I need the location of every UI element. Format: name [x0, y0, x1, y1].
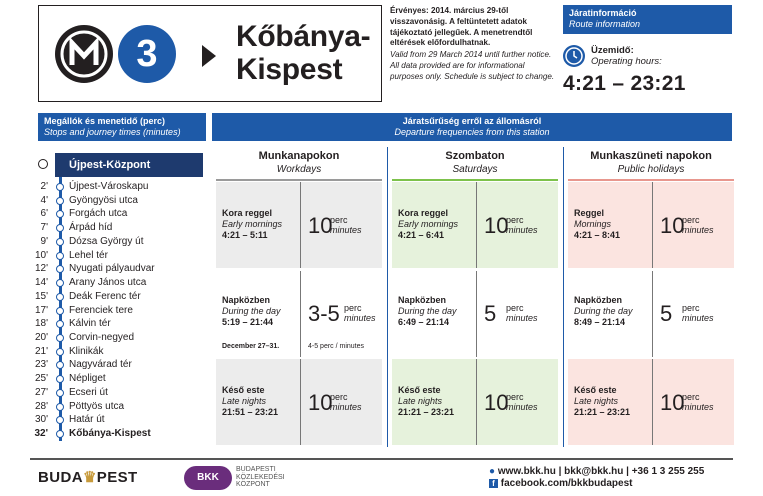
stop-row [30, 262, 200, 276]
stop-row [30, 386, 200, 400]
frequency-unit [506, 304, 538, 323]
facebook-icon: f [489, 479, 498, 488]
destination-line2: Kispest [236, 53, 343, 86]
column-title-hu: Szombaton [445, 150, 505, 162]
frequency-value: 10 [308, 390, 333, 415]
frequency-cell [216, 271, 382, 357]
stop-row [30, 207, 200, 221]
validity-hu: Érvényes: 2014. március 29-től visszavonásig. A feltüntetett adatok tájékoztató jellegűek. A menetrendtől eltérések előfordulhatnak. [390, 6, 533, 48]
stop-name: Újpest-Városkapu [69, 181, 149, 192]
frequency-value: 3-5 [308, 301, 340, 326]
route-info-title-hu: Járatinformáció [569, 8, 637, 18]
frequency-value: 10 [660, 390, 685, 415]
budapest-logo-part1: BUDA [38, 469, 83, 486]
stop-row [30, 400, 200, 414]
stop-row [30, 427, 200, 441]
stop-minutes: 9' [40, 235, 48, 247]
stops-title-hu: Megállók és menetidő (perc) [44, 116, 166, 126]
unit-en: minutes [506, 401, 538, 412]
period-hu: Kora reggel [222, 208, 273, 218]
period-time: 21:21 – 23:21 [574, 407, 631, 417]
period-en: Mornings [574, 219, 612, 229]
frequency-unit [682, 216, 714, 235]
stop-dot [56, 224, 64, 232]
frequency-unit [506, 393, 538, 412]
budapest-logo [38, 468, 138, 486]
stop-dot [56, 389, 64, 397]
unit-hu: perc [506, 303, 524, 313]
stop-name: Határ út [69, 414, 105, 426]
metro-m-logo-icon [55, 25, 113, 83]
period-hu: Napközben [574, 295, 623, 305]
destination [236, 20, 370, 86]
stop-name: Kálvin tér [69, 318, 111, 330]
period-label [398, 385, 454, 418]
stop-name: Lehel tér [69, 249, 108, 261]
cell-divider [476, 359, 477, 445]
stop-name: Ferenciek tere [69, 304, 133, 316]
stop-minutes: 10' [34, 249, 48, 261]
period-label [398, 295, 457, 328]
period-time: 6:49 – 21:14 [398, 317, 450, 327]
stop-dot [56, 293, 64, 301]
stop-name: Nyugati pályaudvar [69, 263, 155, 275]
period-hu: Napközben [222, 295, 271, 305]
bkk-name-line1: BUDAPESTI [236, 466, 276, 473]
frequency-value: 5 [484, 301, 497, 326]
period-label [574, 295, 633, 328]
stop-dot [56, 238, 64, 246]
frequency-cell [392, 182, 558, 268]
frequency-grid [212, 147, 732, 447]
direction-arrow-icon [202, 45, 216, 67]
stop-name: Kőbánya-Kispest [69, 428, 151, 440]
stop-minutes: 12' [34, 263, 48, 275]
frequency-value: 10 [484, 390, 509, 415]
stop-dot [56, 307, 64, 315]
op-hours-label-en: Operating hours: [591, 56, 662, 67]
cell-divider [476, 271, 477, 357]
column-rule [392, 179, 558, 181]
op-hours-label-hu: Üzemidő: [591, 45, 634, 56]
stop-dot [56, 430, 64, 438]
op-hours-label [591, 45, 662, 67]
stop-name: Forgách utca [69, 208, 128, 220]
stop-name: Arany János utca [69, 277, 147, 289]
stop-row [30, 180, 200, 194]
period-time: 4:21 – 8:41 [574, 230, 621, 240]
period-time: 4:21 – 6:41 [398, 230, 445, 240]
freq-column-header [392, 150, 558, 176]
bkk-name [236, 466, 285, 489]
stop-name: Nagyvárad tér [69, 359, 132, 371]
info-icon: ● [489, 466, 496, 477]
destination-line1: Kőbánya- [236, 20, 371, 53]
frequency-unit [506, 216, 538, 235]
frequency-cell [568, 182, 734, 268]
column-title-en: Workdays [276, 164, 322, 175]
stop-dot [56, 403, 64, 411]
column-rule [568, 179, 734, 181]
frequency-unit [682, 304, 714, 323]
frequency-value: 10 [308, 213, 333, 238]
stop-row [30, 317, 200, 331]
freq-panel-header [212, 113, 732, 141]
column-title-en: Public holidays [617, 164, 685, 175]
unit-en: minutes [330, 224, 362, 235]
bkk-logo: BKK [184, 466, 232, 490]
stop-minutes: 20' [34, 332, 48, 344]
clock-icon [563, 45, 585, 67]
unit-hu: perc [506, 392, 524, 402]
period-label [398, 208, 458, 241]
stop-minutes: 18' [34, 318, 48, 330]
line-number-badge: 3 [118, 25, 176, 83]
stop-minutes: 21' [34, 345, 48, 357]
stop-minutes: 23' [34, 359, 48, 371]
unit-en: minutes [506, 224, 538, 235]
unit-hu: perc [344, 303, 362, 313]
column-divider [563, 147, 564, 447]
stop-dot [56, 416, 64, 424]
stop-minutes: 28' [34, 400, 48, 412]
stop-row [30, 235, 200, 249]
stop-row [30, 249, 200, 263]
frequency-cell [216, 359, 382, 445]
unit-en: minutes [682, 401, 714, 412]
stop-name: Gyöngyösi utca [69, 194, 138, 206]
stops-panel-header [38, 113, 206, 141]
stop-dot [56, 183, 64, 191]
stop-dot [56, 320, 64, 328]
frequency-unit [330, 216, 362, 235]
freq-title-hu: Járatsűrűség erről az állomásról [402, 116, 542, 126]
stop-name: Népliget [69, 373, 106, 385]
stop-minutes: 7' [40, 222, 48, 234]
route-info-bar [563, 5, 732, 34]
period-time: 21:21 – 23:21 [398, 407, 455, 417]
period-label [574, 385, 630, 418]
stop-name: Árpád híd [69, 222, 113, 234]
stop-row [30, 290, 200, 304]
stop-dot [56, 375, 64, 383]
column-title-en: Saturdays [452, 164, 498, 175]
validity-en: Valid from 29 March 2014 until further notice. All data provided are for informational purposes only. Schedule is subject to change. [390, 50, 555, 81]
stop-minutes: 27' [34, 386, 48, 398]
period-time: 5:19 – 21:44 [222, 317, 274, 327]
footer-divider [30, 458, 733, 460]
stop-minutes: 25' [34, 373, 48, 385]
unit-hu: perc [682, 303, 700, 313]
period-en: During the day [398, 306, 457, 316]
cell-divider [300, 182, 301, 268]
unit-hu: perc [330, 215, 348, 225]
period-time: 8:49 – 21:14 [574, 317, 626, 327]
stop-name: Dózsa György út [69, 235, 144, 247]
stops-title-en: Stops and journey times (minutes) [44, 127, 181, 137]
column-title-hu: Munkaszüneti napokon [590, 150, 712, 162]
cell-divider [300, 359, 301, 445]
stop-row [30, 413, 200, 427]
frequency-cell [392, 271, 558, 357]
freq-column-header [568, 150, 734, 176]
stop-minutes: 32' [34, 428, 48, 440]
stop-dot [56, 210, 64, 218]
frequency-unit [682, 393, 714, 412]
stop-dot [56, 279, 64, 287]
clock-small-icon [38, 159, 48, 169]
period-hu: Késő este [574, 385, 617, 395]
freq-title-en: Departure frequencies from this station [394, 127, 550, 137]
period-label [574, 208, 620, 241]
stop-minutes: 6' [40, 208, 48, 220]
frequency-cell [568, 359, 734, 445]
stop-minutes: 17' [34, 304, 48, 316]
stop-row [30, 194, 200, 208]
stop-dot [56, 334, 64, 342]
period-time: 21:51 – 23:21 [222, 407, 279, 417]
period-en: Late nights [398, 396, 443, 406]
stop-row [30, 372, 200, 386]
stop-dot [56, 361, 64, 369]
stop-minutes: 2' [40, 181, 48, 192]
unit-en: minutes [344, 312, 376, 323]
cell-divider [300, 271, 301, 357]
stop-name: Ecseri út [69, 386, 108, 398]
period-label [222, 208, 282, 241]
period-hu: Napközben [398, 295, 447, 305]
budapest-logo-part2: PEST [96, 469, 138, 486]
contact-info [489, 466, 704, 490]
holiday-note-value: 4-5 perc / minutes [308, 343, 365, 350]
unit-hu: perc [506, 215, 524, 225]
crown-icon: ♛ [82, 469, 97, 486]
period-label [222, 385, 278, 418]
period-time: 4:21 – 5:11 [222, 230, 268, 240]
stop-name: Deák Ferenc tér [69, 290, 141, 302]
stop-row [30, 276, 200, 290]
frequency-value: 10 [484, 213, 509, 238]
holiday-note-date: December 27–31. [222, 343, 280, 350]
stop-name: Corvin-negyed [69, 332, 135, 344]
period-en: During the day [574, 306, 633, 316]
stop-dot [56, 252, 64, 260]
period-en: During the day [222, 306, 281, 316]
frequency-cell [392, 359, 558, 445]
stop-row [30, 358, 200, 372]
freq-column-header [216, 150, 382, 176]
period-label [222, 295, 281, 328]
stop-row [30, 331, 200, 345]
period-hu: Késő este [222, 385, 265, 395]
first-stop: Újpest-Központ [55, 153, 203, 177]
frequency-value: 5 [660, 301, 673, 326]
frequency-cell [216, 182, 382, 268]
unit-hu: perc [330, 392, 348, 402]
contact-web-email-phone[interactable]: www.bkk.hu | bkk@bkk.hu | +36 1 3 255 255 [497, 466, 705, 477]
stop-minutes: 4' [40, 194, 48, 206]
stop-minutes: 30' [34, 414, 48, 426]
unit-en: minutes [682, 224, 714, 235]
contact-facebook[interactable]: facebook.com/bkkbudapest [500, 478, 633, 489]
unit-hu: perc [682, 215, 700, 225]
cell-divider [652, 182, 653, 268]
stop-dot [56, 348, 64, 356]
stop-row [30, 345, 200, 359]
period-en: Early mornings [398, 219, 459, 229]
stop-name: Pöttyös utca [69, 400, 125, 412]
stop-dot [56, 265, 64, 273]
cell-divider [476, 182, 477, 268]
column-title-hu: Munkanapokon [258, 150, 340, 162]
stop-row [30, 304, 200, 318]
column-rule [216, 179, 382, 181]
period-hu: Késő este [398, 385, 441, 395]
frequency-cell [568, 271, 734, 357]
stop-dot [56, 197, 64, 205]
period-hu: Kora reggel [398, 208, 449, 218]
bkk-name-line3: KÖZPONT [236, 481, 270, 488]
unit-en: minutes [682, 312, 714, 323]
period-en: Late nights [222, 396, 267, 406]
unit-en: minutes [330, 401, 362, 412]
stop-minutes: 14' [34, 277, 48, 289]
unit-hu: perc [682, 392, 700, 402]
stop-row [30, 221, 200, 235]
frequency-unit [344, 304, 376, 323]
period-en: Early mornings [222, 219, 283, 229]
stop-minutes: 15' [34, 290, 48, 302]
unit-en: minutes [506, 312, 538, 323]
op-hours-value: 4:21 – 23:21 [563, 72, 686, 95]
route-info-title-en: Route information [569, 19, 641, 29]
cell-divider [652, 271, 653, 357]
stop-name: Klinikák [69, 345, 104, 357]
frequency-unit [330, 393, 362, 412]
frequency-value: 10 [660, 213, 685, 238]
header-box [38, 5, 382, 102]
cell-divider [652, 359, 653, 445]
period-hu: Reggel [574, 208, 605, 218]
column-divider [387, 147, 388, 447]
validity-notice [390, 6, 555, 83]
bkk-name-line2: KÖZLEKEDÉSI [236, 473, 285, 481]
period-en: Late nights [574, 396, 619, 406]
